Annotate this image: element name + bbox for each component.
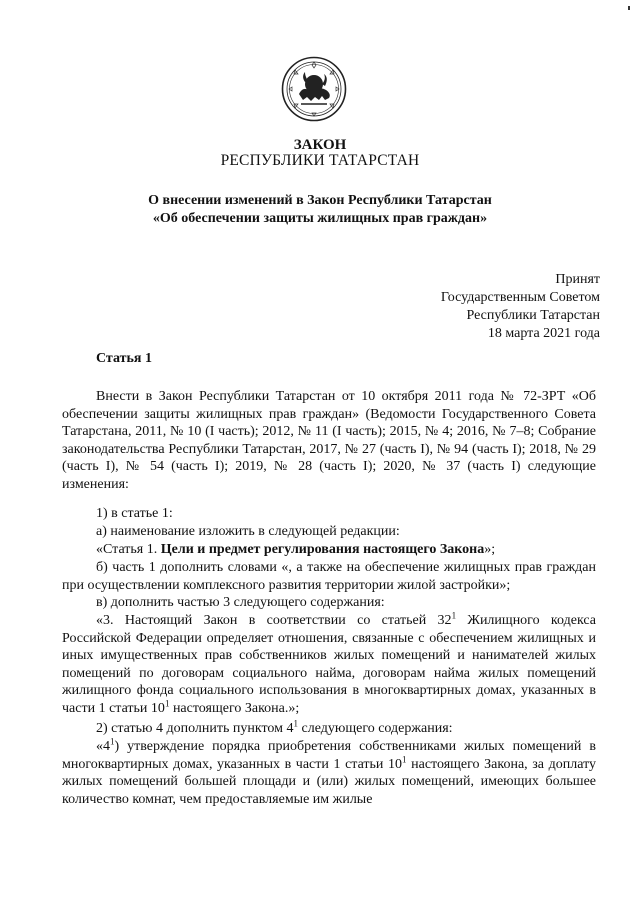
republic-title: РЕСПУБЛИКИ ТАТАРСТАН: [220, 152, 420, 169]
item-1b: б) часть 1 дополнить словами «, а также на обеспечение жилищных прав граждан при осуществлении комплексного развития территории жилой застройки»;: [62, 560, 596, 593]
item-2-text: [62, 738, 596, 808]
item-1c-sup-2: 1: [164, 698, 170, 709]
article-heading: Статья 1: [96, 351, 152, 366]
item-2-text-part-a: «4: [96, 739, 110, 754]
item-2-text-part-c: настоящего Закона, за доплату жилых помещений большей площади и (или) жилых помещений, имеющих большее количество комнат, чем предоставляемые им жилые: [62, 756, 596, 807]
item-2-part-a: 2) статью 4 дополнить пунктом 4: [96, 721, 294, 736]
item-1c-part-b: Жилищного кодекса Российской Федерации определяет отношения, связанные с обеспечением жилищных и иных имущественных прав собственников жилых помещений и нанимателей жилых помещений по договорам социального найма, договорам найма жилых помещений жилищного фонда социального использования в многоквартирных домах, указанных в части 1 статьи 10: [62, 613, 596, 716]
item-2-text-sup-2: 1: [402, 753, 407, 764]
item-1a-suffix: »;: [484, 542, 496, 557]
item-1a-text: [62, 541, 596, 559]
adopted-date: 18 марта 2021 года: [487, 326, 600, 341]
adopted-line-1: Принят: [555, 272, 600, 287]
coat-of-arms-emblem: [281, 56, 347, 122]
adopted-block: [300, 271, 600, 343]
item-1c-sup-1: 1: [451, 610, 457, 621]
item-2: [62, 720, 596, 738]
law-title: ЗАКОН: [293, 137, 347, 153]
subject-line-1: О внесении изменений в Закон Республики Татарстан: [148, 193, 492, 208]
item-1c-part-c: настоящего Закона.»;: [169, 700, 300, 716]
adopted-line-2: Государственным Советом: [440, 290, 600, 305]
item-1c-text: [62, 612, 596, 718]
item-2-sup: 1: [293, 718, 299, 729]
item-1a: а) наименование изложить в следующей редакции:: [96, 524, 400, 539]
item-1c-part-a: «3. Настоящий Закон в соответствии со статьей 32: [96, 613, 452, 628]
scan-mark: [628, 6, 630, 10]
adopted-line-3: Республики Татарстан: [466, 308, 600, 323]
subject-line-2: «Об обеспечении защиты жилищных прав граждан»: [152, 211, 488, 226]
item-2-text-sup-1: 1: [110, 736, 115, 747]
item-1a-bold: Цели и предмет регулирования настоящего Закона: [160, 542, 485, 557]
article-intro: Внести в Закон Республики Татарстан от 10 октября 2011 года № 72-ЗРТ «Об обеспечении защиты жилищных прав граждан» (Ведомости Государственного Совета Татарстана, 2011, № 10 (I часть); 2012, № 11 (I часть); 2015, № 4; 2016, № 7–8; Собрание законодательства Республики Татарстан, 2017, № 27 (часть I), № 94 (часть I); 2018, № 29 (часть I), № 54 (часть I); 2019, № 28 (часть I); 2020, № 37 (часть I) следующие изменения:: [62, 389, 596, 492]
item-1: 1) в статье 1:: [96, 506, 173, 521]
item-2-part-b: следующего содержания:: [298, 721, 453, 736]
item-1c: в) дополнить частью 3 следующего содержания:: [96, 595, 385, 610]
item-2-text-part-b: ) утверждение порядка приобретения собственниками жилых помещений в многоквартирных домах, указанных в части 1 статьи 10: [62, 739, 596, 772]
item-1a-prefix: «Статья 1.: [96, 542, 161, 557]
